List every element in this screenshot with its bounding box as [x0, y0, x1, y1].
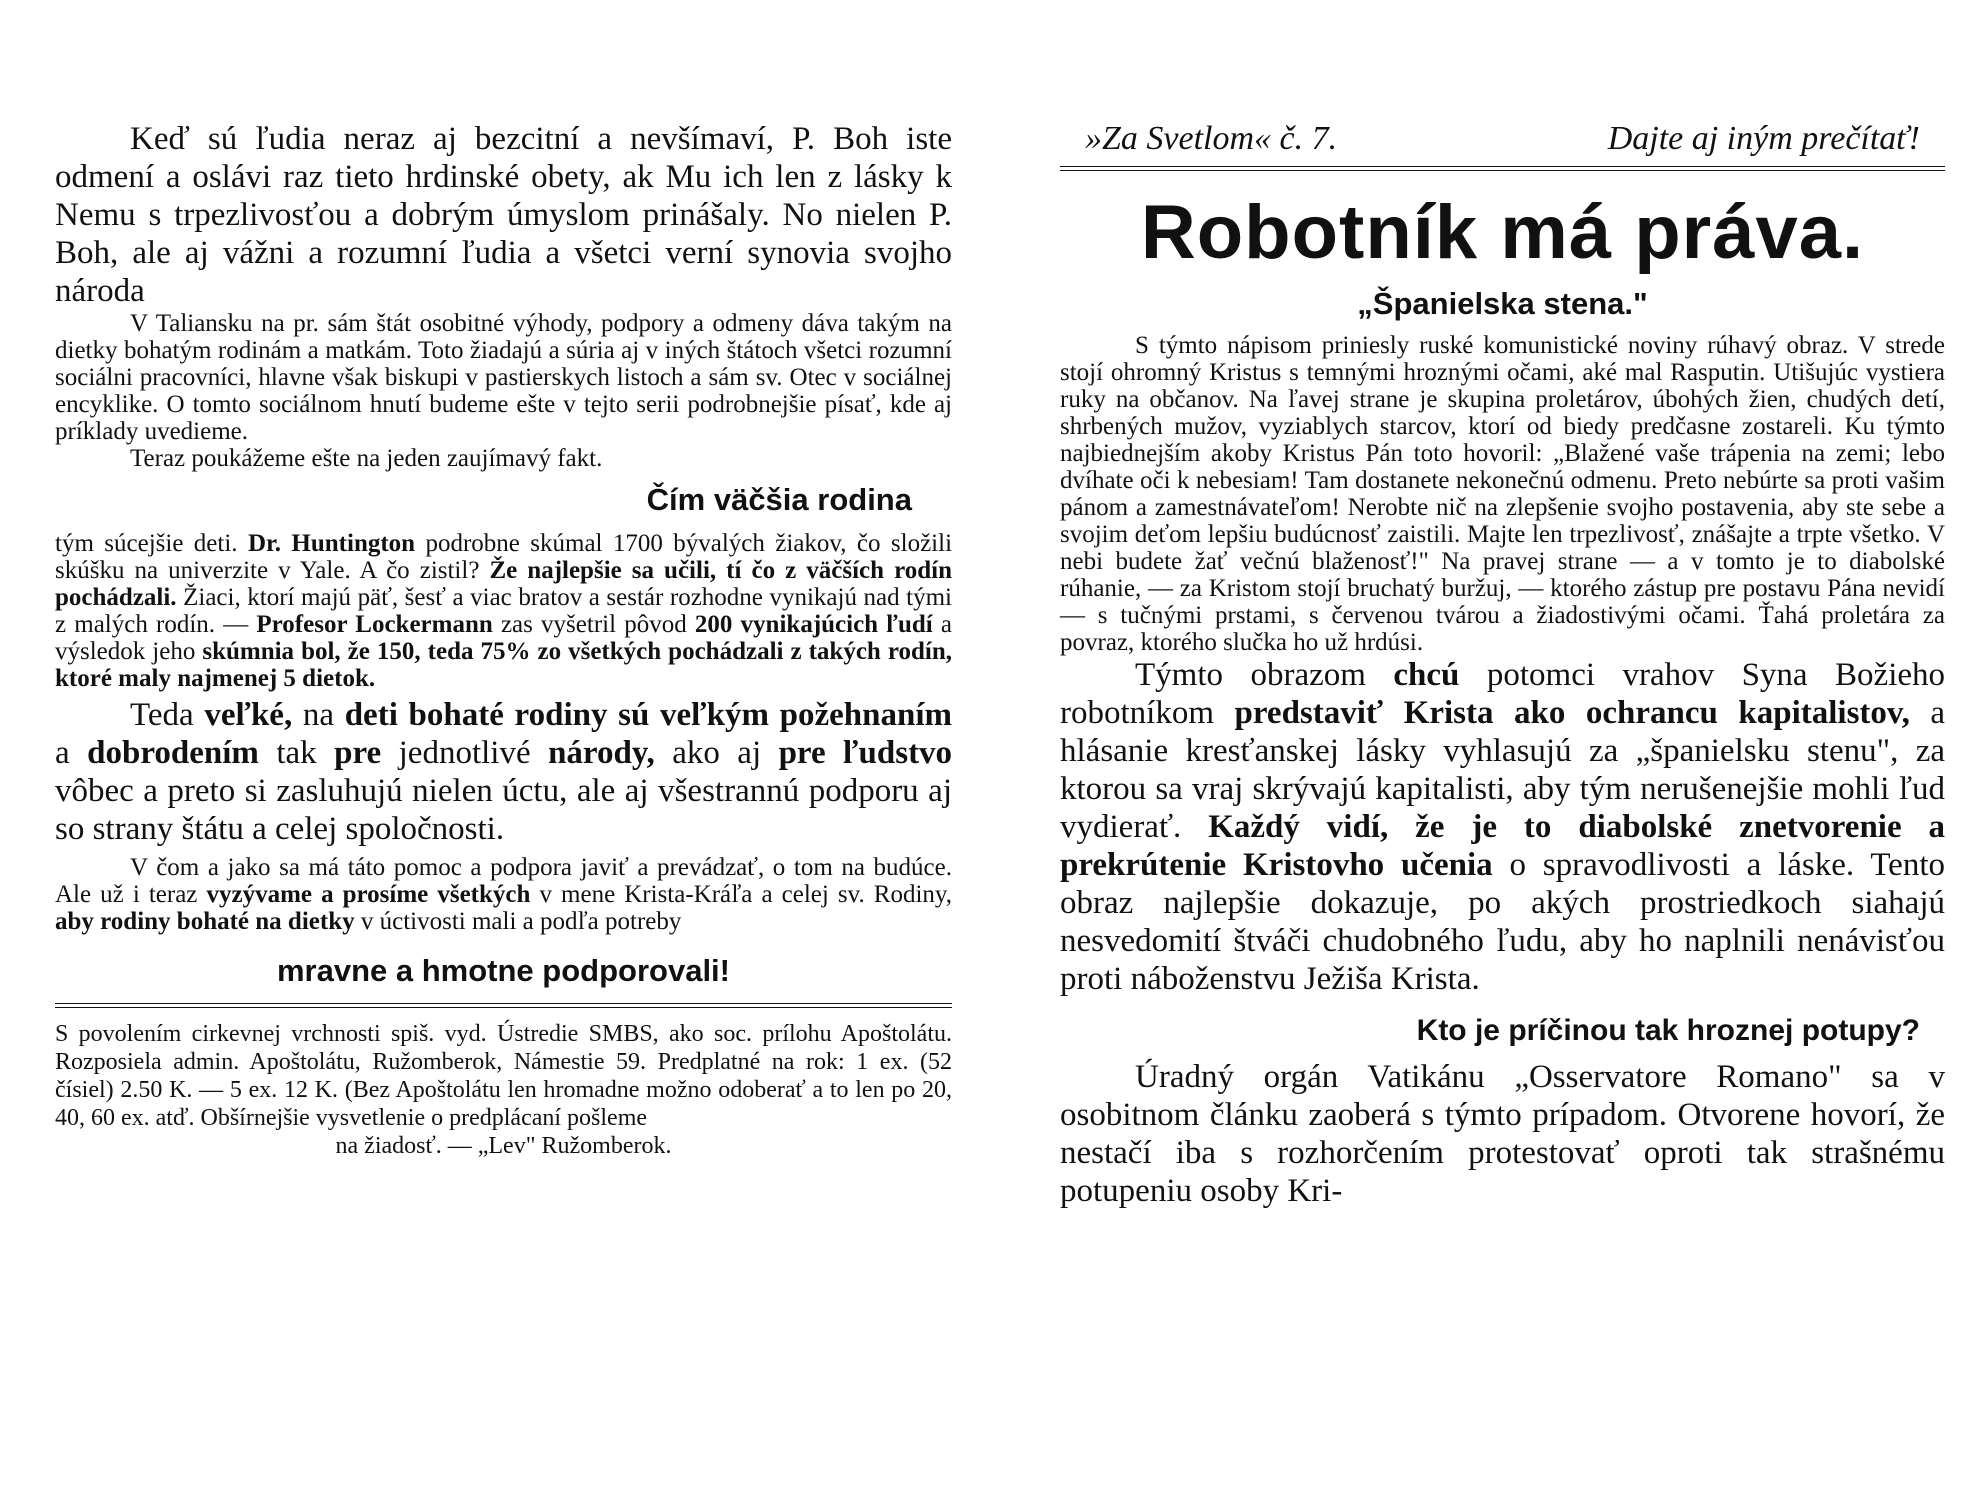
left-heading-bigger-family: Čím väčšia rodina [646, 482, 912, 517]
masthead-rule [1060, 166, 1945, 171]
right-paragraph-2: Týmto obrazom chcú potomci vrahov Syna Božieho robotníkom predstaviť Krista ako ochrancu kapitalistov, a hlásanie kresťanskej lásky vyhlasujú za „španielsku stenu", za ktorou sa vraj skrývajú kapitalisti, aby tým nerušenejšie mohli ľud vydierať. Každý vidí, že je to diabolské znetvorenie a prekrútenie Kristovho učenia o spravodlivosti a láske. Tento obraz najlepšie dokazuje, po akých prostriedkoch siahajú nesvedomití štváči chudobného ľudu, aby ho naplnili nenávisťou proti náboženstvu Ježiša Krista. [1060, 657, 1946, 997]
left-paragraph-5: Teda veľké, na deti bohaté rodiny sú veľkým požehnaním a dobrodením tak pre jednotlivé národy, ako aj pre ľudstvo vôbec a preto si zasluhujú nielen úctu, ale aj všestrannú podporu aj so strany štátu a celej spoločnosti. [55, 697, 953, 847]
imprint-text: S povolením cirkevnej vrchnosti spiš. vyd. Ústredie SMBS, ako soc. prílohu Apoštolátu. Rozposiela admin. Apoštolátu, Ružomberok, Námestie 59. Predplatné na rok: 1 ex. (52 čísiel) 2.50 K. — 5 ex. 12 K. (Bez Apoštolátu len hromadne možno odoberať a to len po 20, 40, 60 ex. atď. Obšírnejšie vysvetlenie o predplácaní pošleme [55, 1021, 952, 1131]
article-title: Robotník má práva. [1140, 190, 1865, 275]
right-page [1060, 0, 1945, 1500]
masthead-issue: »Za Svetlom« č. 7. [1085, 120, 1338, 157]
article-subtitle: „Španielska stena." [1357, 286, 1648, 321]
right-subheading: Kto je príčinou tak hroznej potupy? [1416, 1014, 1920, 1047]
right-paragraph-1: S týmto nápisom priniesly ruské komunistické noviny rúhavý obraz. V strede stojí ohromný Kristus s temnými hroznými očami, aké mal Rasputin. Utišujúc vystiera ruky na občanov. Na ľavej strane je skupina proletárov, úbohých žien, chudých detí, shrbených mužov, vyziablych starcov, ktorí od biedy predčasne zostareli. Ku týmto najbiednejším akoby Kristus Pán toto hovoril: „Blažené vaše trápenia na zemi; lebo dvíhate oči k nebesiam! Tam dostanete nekonečnú odmenu. Preto nebúrte sa proti vašim pánom a zamestnávateľom! Nerobte nič na zlepšenie svojho postavenia, aby ste sebe a svojim deťom lepšiu budúcnosť zaistili. Majte len trpezlivosť, znášajte a trpte všetko. V nebi budete žať večnú blaženosť!" Na pravej strane — a v tomto je to diabolské rúhanie, — za Kristom stojí bruchatý buržuj, — ktorého zástup pre postavu Pána nevidí — s tučnými prstami, s červenou tvárou a žiadostivými očami. Ťahá proletára za povraz, ktorého slučka ho už hrdúsi. [1060, 332, 1945, 656]
left-paragraph-6: V čom a jako sa má táto pomoc a podpora javiť a prevádzať, o tom na budúce. Ale už i teraz vyzývame a prosíme všetkých v mene Krista-Kráľa a celej sv. Rodiny, aby rodiny bohaté na dietky v úctivosti mali a podľa potreby [55, 854, 953, 935]
imprint [55, 1020, 952, 1160]
masthead-slogan: Dajte aj iným prečítať! [1607, 120, 1920, 157]
left-page [55, 0, 952, 1500]
left-paragraph-3: Teraz poukážeme ešte na jeden zaujímavý fakt. [130, 445, 603, 472]
imprint-last-line: na žiadosť. — „Lev" Ružomberok. [335, 1133, 672, 1159]
masthead [1060, 120, 1945, 158]
left-double-rule [55, 1003, 952, 1008]
left-paragraph-1: Keď sú ľudia neraz aj bezcitní a nevšímaví, P. Boh iste odmení a oslávi raz tieto hrdinské obety, ak Mu ich len z lásky k Nemu s trpezlivosťou a dobrým úmyslom prinášaly. No nielen P. Boh, ale aj vážni a rozumní ľudia a všetci verní synovia svojho národa [55, 121, 952, 309]
left-heading-support: mravne a hmotne podporovali! [276, 953, 730, 988]
right-paragraph-3: Úradný orgán Vatikánu „Osservatore Romano" sa v osobitnom článku zaoberá s týmto prípadom. Otvorene hovorí, že nestačí iba s rozhorčením protestovať oproti tak strašnému potupeniu osoby Kri- [1060, 1059, 1945, 1209]
left-paragraph-4: tým súcejšie deti. Dr. Huntington podrobne skúmal 1700 bývalých žiakov, čo složili skúšku na univerzite v Yale. A čo zistil? Že najlepšie sa učili, tí čo z väčších rodín pochádzali. Žiaci, ktorí majú päť, šesť a viac bratov a sestár rozhodne vynikajú nad tými z malých rodín. — Profesor Lockermann zas vyšetril pôvod 200 vynikajúcich ľudí a výsledok jeho skúmnia bol, že 150, teda 75% zo všetkých pochádzali z takých rodín, ktoré maly najmenej 5 dietok. [55, 530, 953, 692]
left-paragraph-2: V Taliansku na pr. sám štát osobitné výhody, podpory a odmeny dáva takým na dietky bohatým rodinám a matkám. Toto žiadajú a súria aj v iných štátoch všetci rozumní sociálni pracovníci, hlavne však biskupi v pastierskych listoch a sám sv. Otec v sociálnej encyklike. O tomto sociálnom hnutí budeme ešte v tejto serii podrobnejšie písať, kde aj príklady uvedieme. [55, 310, 952, 445]
